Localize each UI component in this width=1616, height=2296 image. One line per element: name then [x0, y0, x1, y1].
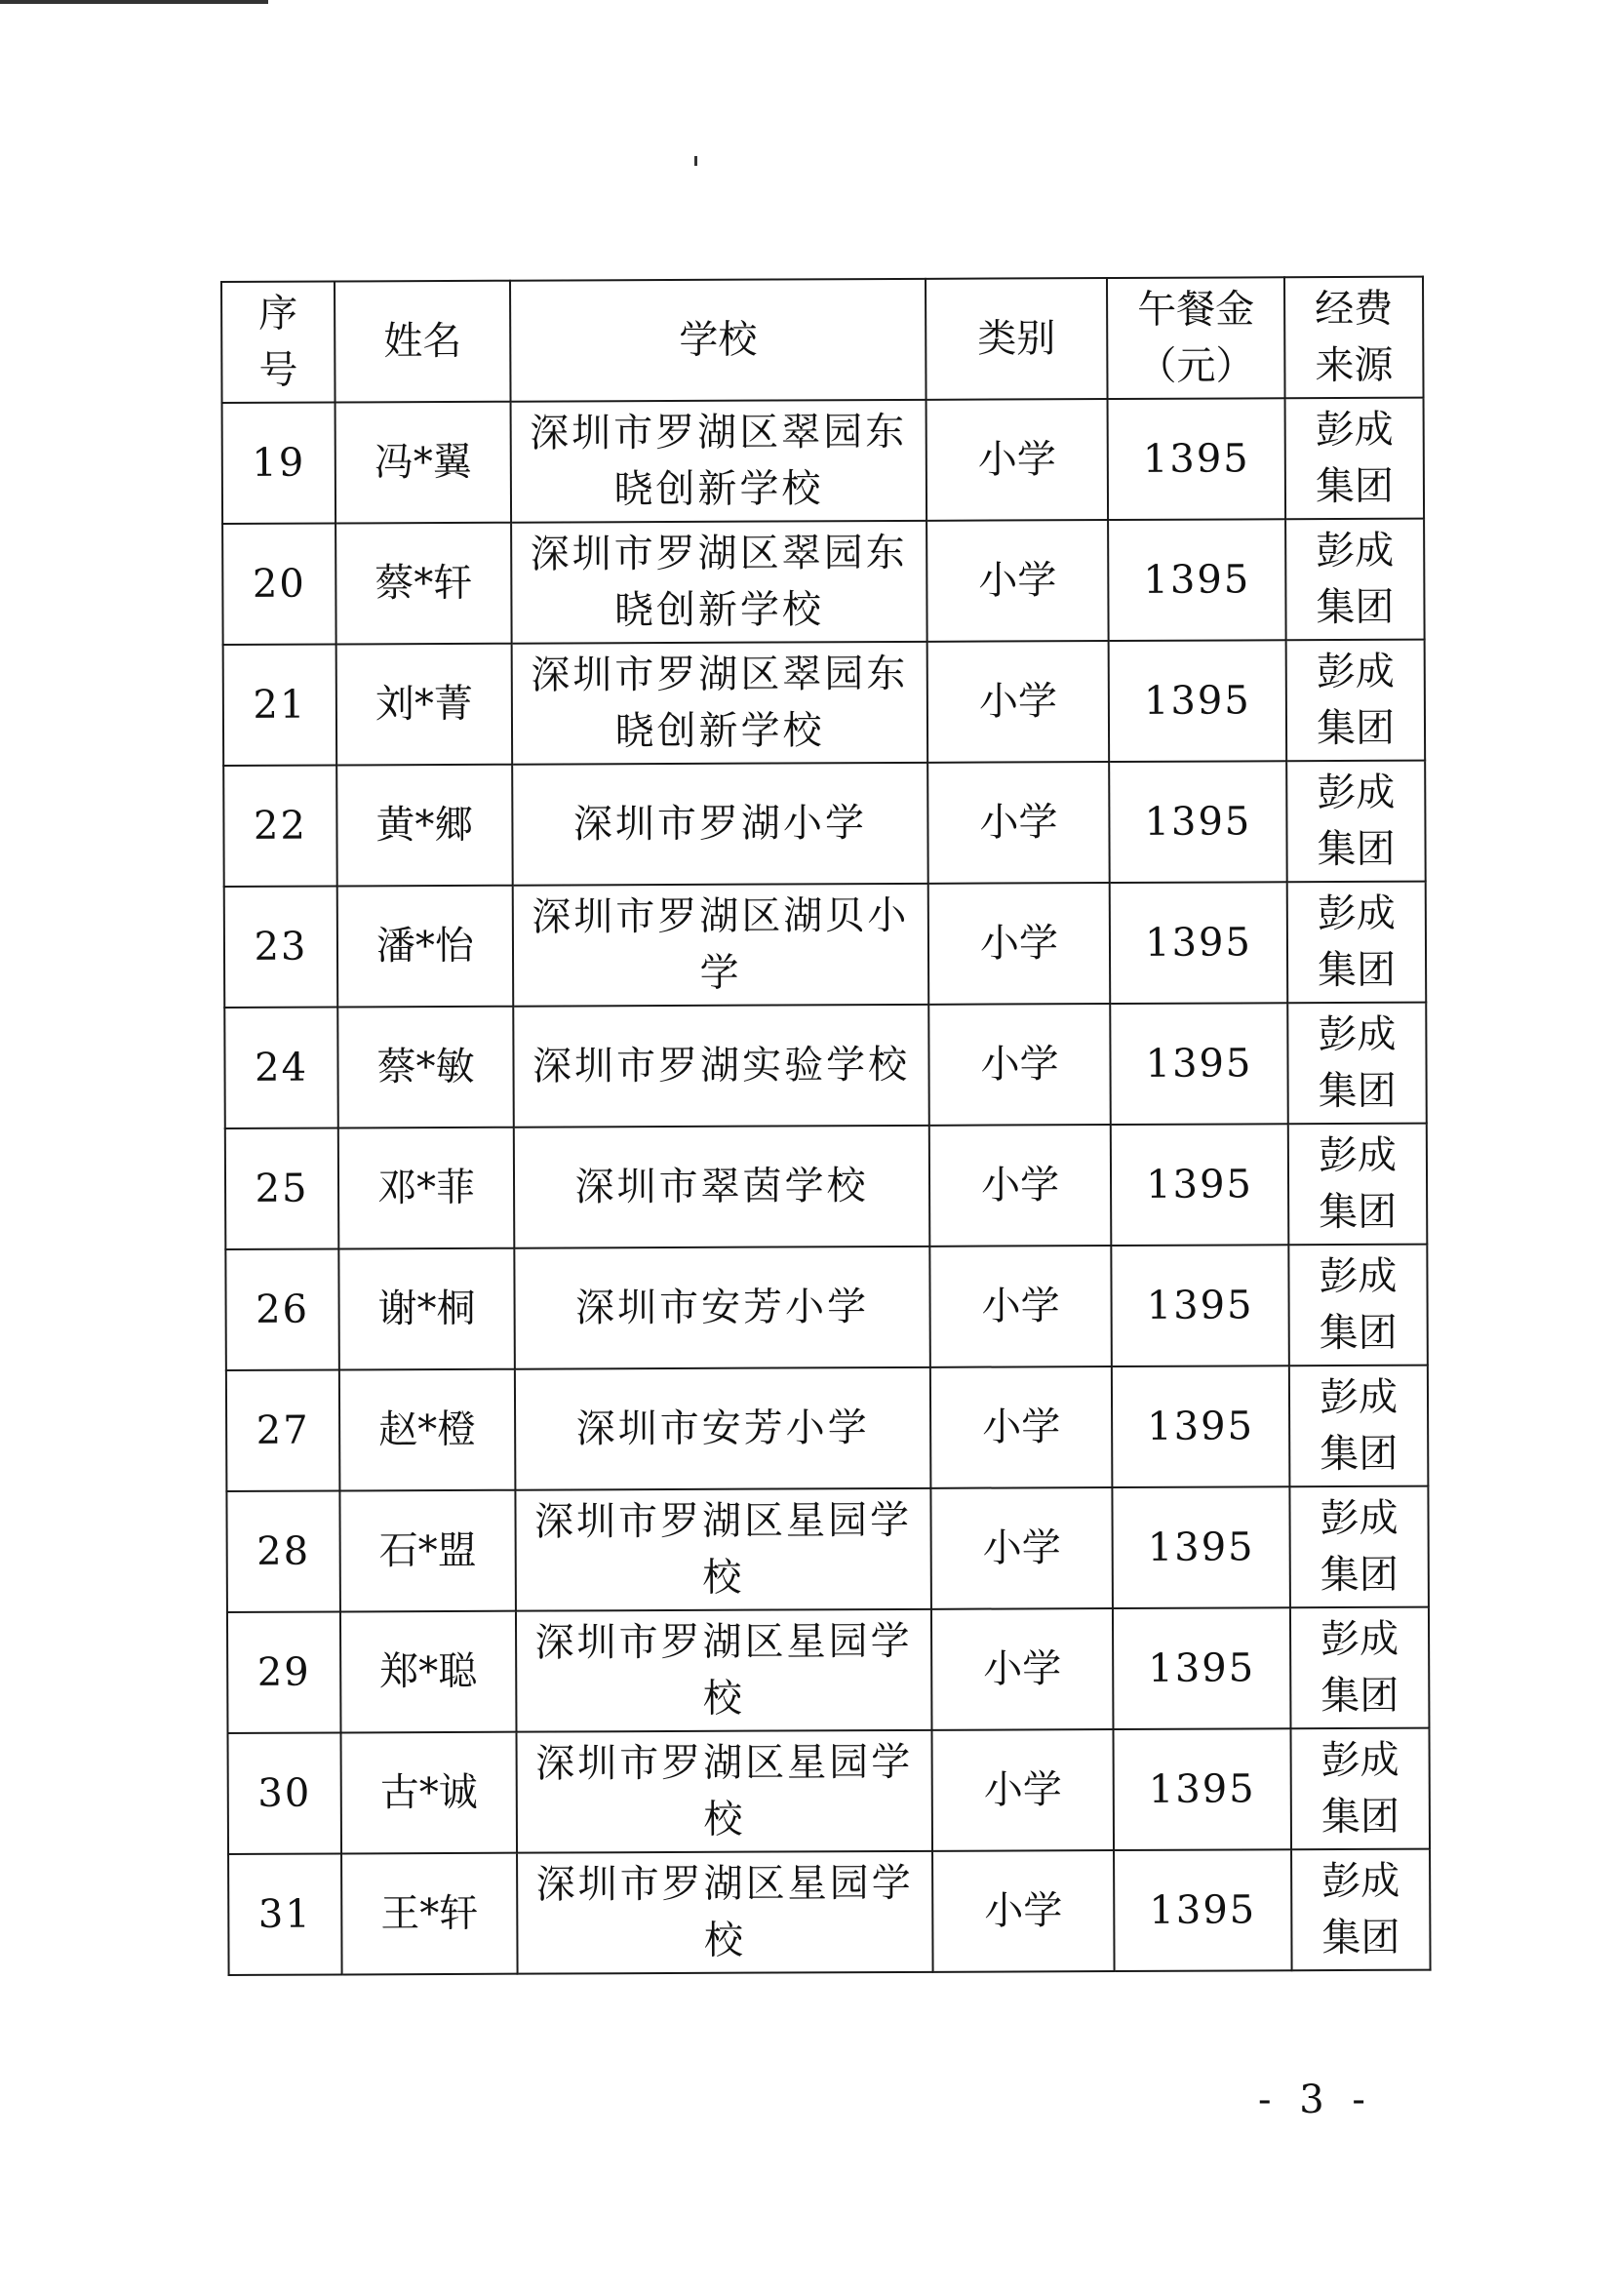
cell-category: 小学	[927, 762, 1110, 884]
cell-index: 21	[223, 644, 337, 766]
table-row	[225, 1124, 1428, 1249]
cell-index: 27	[226, 1369, 340, 1491]
cell-name: 蔡*敏	[337, 1007, 514, 1128]
header-source: 经费来源	[1284, 277, 1424, 399]
cell-lunch: 1395	[1113, 1607, 1291, 1729]
cell-name: 王*轩	[341, 1853, 518, 1975]
cell-name: 潘*怡	[337, 886, 514, 1008]
cell-lunch: 1395	[1109, 761, 1287, 883]
cell-source: 彭成集团	[1289, 1486, 1429, 1608]
cell-lunch: 1395	[1108, 398, 1286, 520]
table-row	[222, 519, 1425, 645]
table-row	[223, 640, 1426, 766]
cell-source: 彭成集团	[1286, 640, 1426, 762]
cell-category: 小学	[928, 1004, 1111, 1126]
cell-school: 深圳市翠茵学校	[514, 1126, 930, 1248]
cell-school: 深圳市安芳小学	[514, 1247, 930, 1369]
header-category: 类别	[926, 278, 1108, 400]
table-header-row	[221, 277, 1424, 403]
table-row	[226, 1486, 1429, 1612]
cell-name: 古*诚	[340, 1732, 517, 1854]
cell-index: 22	[223, 765, 337, 887]
cell-category: 小学	[931, 1729, 1114, 1851]
cell-school: 深圳市罗湖区湖贝小学	[513, 884, 929, 1007]
cell-name: 黄*郷	[336, 765, 513, 887]
cell-school: 深圳市罗湖区星园学校	[517, 1851, 933, 1974]
scan-dot-mark	[694, 156, 697, 166]
cell-lunch: 1395	[1112, 1486, 1290, 1608]
cell-source: 彭成集团	[1290, 1728, 1430, 1850]
cell-lunch: 1395	[1110, 882, 1288, 1004]
cell-school: 深圳市罗湖区星园学校	[516, 1609, 932, 1732]
table-row	[228, 1849, 1431, 1975]
table-row	[224, 882, 1427, 1008]
cell-source: 彭成集团	[1288, 1124, 1428, 1246]
cell-index: 23	[224, 886, 338, 1008]
cell-school: 深圳市罗湖区星园学校	[516, 1730, 932, 1853]
cell-name: 谢*桐	[338, 1248, 515, 1370]
cell-category: 小学	[927, 641, 1110, 763]
cell-source: 彭成集团	[1291, 1849, 1431, 1971]
cell-school: 深圳市安芳小学	[515, 1367, 931, 1490]
table-row	[227, 1607, 1430, 1733]
cell-category: 小学	[932, 1850, 1115, 1972]
table-row	[222, 398, 1425, 524]
cell-category: 小学	[926, 520, 1109, 642]
cell-name: 刘*菁	[336, 644, 513, 766]
table-row	[227, 1728, 1430, 1854]
cell-school: 深圳市罗湖区翠园东晓创新学校	[511, 400, 927, 523]
cell-lunch: 1395	[1110, 1003, 1288, 1125]
cell-category: 小学	[930, 1366, 1113, 1488]
table-row	[223, 761, 1426, 887]
cell-lunch: 1395	[1114, 1849, 1292, 1971]
cell-lunch: 1395	[1112, 1366, 1290, 1487]
cell-index: 26	[225, 1248, 339, 1370]
cell-lunch: 1395	[1109, 640, 1287, 762]
cell-school: 深圳市罗湖实验学校	[513, 1005, 929, 1128]
cell-source: 彭成集团	[1287, 882, 1427, 1004]
cell-category: 小学	[929, 1125, 1112, 1247]
cell-name: 郑*聪	[340, 1611, 517, 1733]
cell-index: 25	[225, 1128, 339, 1249]
cell-index: 28	[226, 1490, 340, 1612]
cell-index: 29	[227, 1611, 341, 1733]
cell-category: 小学	[930, 1487, 1113, 1609]
header-school: 学校	[510, 279, 926, 402]
cell-source: 彭成集团	[1287, 1003, 1427, 1125]
cell-index: 31	[228, 1853, 342, 1975]
cell-source: 彭成集团	[1288, 1245, 1428, 1366]
cell-source: 彭成集团	[1290, 1607, 1430, 1729]
table-row	[226, 1366, 1429, 1491]
header-lunch: 午餐金（元）	[1107, 277, 1285, 399]
cell-school: 深圳市罗湖区翠园东晓创新学校	[511, 521, 927, 644]
cell-name: 赵*橙	[339, 1369, 516, 1491]
cell-school: 深圳市罗湖小学	[512, 763, 928, 886]
cell-name: 邓*菲	[338, 1128, 515, 1249]
cell-name: 石*盟	[339, 1490, 516, 1612]
cell-category: 小学	[931, 1608, 1114, 1730]
cell-source: 彭成集团	[1285, 519, 1425, 641]
cell-name: 冯*翼	[335, 402, 512, 524]
cell-category: 小学	[928, 883, 1111, 1005]
allowance-table	[220, 276, 1432, 1976]
cell-source: 彭成集团	[1289, 1366, 1429, 1487]
cell-index: 19	[222, 402, 336, 524]
cell-lunch: 1395	[1111, 1124, 1289, 1246]
table-row	[225, 1245, 1428, 1370]
cell-lunch: 1395	[1111, 1245, 1289, 1366]
cell-school: 深圳市罗湖区星园学校	[515, 1488, 931, 1611]
cell-index: 30	[227, 1732, 341, 1854]
header-name: 姓名	[335, 281, 511, 403]
table-row	[224, 1003, 1427, 1128]
cell-category: 小学	[929, 1246, 1112, 1367]
cell-lunch: 1395	[1108, 519, 1286, 641]
scan-edge-mark	[0, 0, 268, 4]
cell-lunch: 1395	[1113, 1728, 1291, 1850]
cell-school: 深圳市罗湖区翠园东晓创新学校	[512, 642, 928, 765]
cell-category: 小学	[926, 399, 1109, 521]
cell-source: 彭成集团	[1286, 761, 1426, 883]
page-number: - 3 -	[1258, 2078, 1373, 2122]
cell-name: 蔡*轩	[335, 523, 512, 645]
cell-source: 彭成集团	[1285, 398, 1425, 520]
cell-index: 24	[224, 1007, 338, 1128]
header-index: 序号	[221, 281, 335, 403]
cell-index: 20	[222, 523, 336, 645]
